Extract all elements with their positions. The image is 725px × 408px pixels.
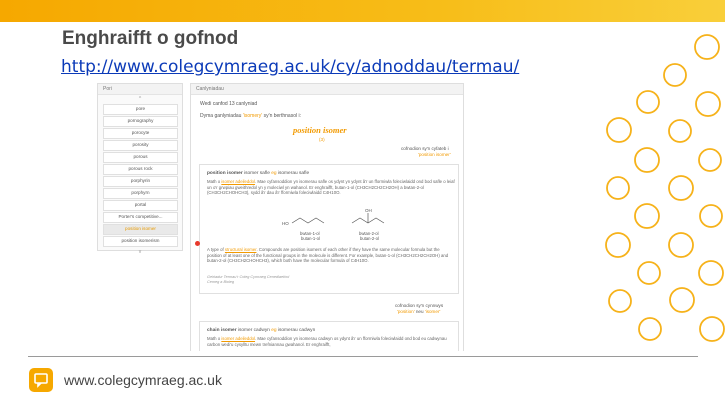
entry2-gender: eg xyxy=(271,328,277,333)
entry2-definition xyxy=(207,336,455,347)
structure2-label1: bwtan-2-ol xyxy=(359,231,379,236)
welsh-def-pre: Math o xyxy=(207,179,222,184)
ho-label: HO xyxy=(282,221,289,226)
relevant-line xyxy=(200,113,301,119)
results-count: Wedi canfod 13 canlyniad xyxy=(200,101,258,107)
browse-panel xyxy=(97,83,183,255)
structure1-label1: bwtan-1-ol xyxy=(300,231,320,236)
scroll-up-icon[interactable]: ^ xyxy=(138,96,142,102)
chat-icon xyxy=(29,368,53,392)
entry-welsh-definition xyxy=(207,179,455,196)
term-list-item[interactable]: pore xyxy=(103,104,178,115)
english-def-link[interactable]: structural isomer xyxy=(224,247,257,252)
entry-gender: eg xyxy=(271,171,277,176)
structure2-label2: butan-2-ol xyxy=(360,236,379,241)
entry2-plural: isomerau cadwyn xyxy=(276,328,316,333)
term-list-item[interactable]: porosity xyxy=(103,140,178,151)
entry-plural: isomerau safle xyxy=(276,171,310,176)
term-list-item[interactable]: position isomer xyxy=(103,224,178,235)
heading-term[interactable]: position isomer xyxy=(293,125,347,135)
term-list-item[interactable]: porous rock xyxy=(103,164,178,175)
english-def-post: . Compounds are position isomers of each other if they have the same molecular formula but the position of at least one of the functional groups in the molecule is different. For example, butan-1-ol (CH3CH2CH2CH2OH) and butan-2-ol (CH3CH2CHOHCH3), which both have the molecular formula of C4H10O. xyxy=(207,247,449,264)
term-list xyxy=(98,104,182,247)
cursor-marker xyxy=(195,241,200,246)
molecule-structures xyxy=(280,209,400,243)
entry-english-definition xyxy=(207,247,455,264)
footer-divider xyxy=(28,356,698,357)
entry-source: Geiriadur Termau'r Coleg Cymraeg Cenedlaethol xyxy=(207,275,290,279)
term-list-item[interactable]: porous xyxy=(103,152,178,163)
top-accent-bar xyxy=(0,0,725,22)
entry2-headword: chain isomer xyxy=(207,328,237,333)
term-entry-card xyxy=(199,164,459,294)
match2-or: neu xyxy=(414,309,425,314)
match1-term[interactable]: 'position isomer' xyxy=(418,152,451,157)
oh-label: OH xyxy=(365,209,372,213)
footer-url[interactable]: www.colegcymraeg.ac.uk xyxy=(64,372,222,388)
entry2-def-pre: Math o xyxy=(207,336,222,341)
embedded-screenshot xyxy=(96,83,468,351)
term-list-item[interactable]: pornography xyxy=(103,116,178,127)
entry2-headline xyxy=(207,328,315,333)
slide-title: Enghraifft o gofnod xyxy=(62,28,239,49)
browse-panel-title: Pori xyxy=(98,84,182,95)
match2-term-position[interactable]: 'position' xyxy=(397,309,415,314)
term-entry-card-2 xyxy=(199,321,459,351)
scroll-down-icon[interactable]: v xyxy=(138,249,142,255)
relevant-prefix: Dyma ganlyniadau xyxy=(200,113,243,119)
term-list-item[interactable]: porocyte xyxy=(103,128,178,139)
welsh-def-post: . Mae cyfansoddion yn isomerau safle os ydynt yn ydynt â'r un fformiwla foleciwlaidd ond bod safle o leiaf un o'r grwpiau gweithredol yn y moleciwl yn wahanol. Er enghraifft, butan-1-ol (CH3CH2CH2CH2OH) a bwtan-2-ol (CH3CH2CHOHCH3), sydd â'r dau â'r fformiwla foleciwlaidd C4H10O. xyxy=(207,179,455,196)
match2-terms xyxy=(397,309,440,314)
match2-term-isomer[interactable]: 'isomer' xyxy=(424,309,441,314)
term-list-item[interactable]: portal xyxy=(103,200,178,211)
match2-label: cofnodion sy'n cynnwys xyxy=(395,303,444,308)
entry2-def-link[interactable]: isomer adeileddol xyxy=(221,336,256,341)
entry-subject: Cemeg a Bioleg xyxy=(207,280,235,284)
term-list-item[interactable]: porphyrin xyxy=(103,176,178,187)
match1-label: cofnodion sy'n cyfateb i xyxy=(401,146,449,151)
relevant-suffix: sy'n berthnasol i: xyxy=(262,113,301,119)
results-panel-title: Canlyniadau xyxy=(191,84,463,95)
entry2-def-post: . Mae cyfansoddion yn isomerau cadwyn os ydynt â'r un fformiwla foleciwlaidd ond bod eu cadwynau carbon wedi'u cysylltu mewn trefniannau gwahanol. Er enghraifft, xyxy=(207,336,447,347)
welsh-def-link[interactable]: isomer adeileddol xyxy=(221,179,256,184)
term-list-item[interactable]: position isomerism xyxy=(103,236,178,247)
term-list-item[interactable]: porphyrn xyxy=(103,188,178,199)
structure1-label2: butan-1-ol xyxy=(301,236,320,241)
results-panel xyxy=(190,83,464,351)
heading-count: (3) xyxy=(319,137,325,142)
slide-link[interactable]: http://www.colegcymraeg.ac.uk/cy/adnoddau/termau/ xyxy=(61,57,520,77)
entry-welsh-term: isomer safle xyxy=(242,171,272,176)
entry2-welsh-term: isomer cadwyn xyxy=(236,328,272,333)
entry-headline xyxy=(207,171,309,176)
relevant-term[interactable]: 'isomery' xyxy=(242,113,263,119)
term-list-item[interactable]: Porter's competitive... xyxy=(103,212,178,223)
english-def-pre: A type of xyxy=(207,247,225,252)
entry-headword: position isomer xyxy=(207,171,243,176)
